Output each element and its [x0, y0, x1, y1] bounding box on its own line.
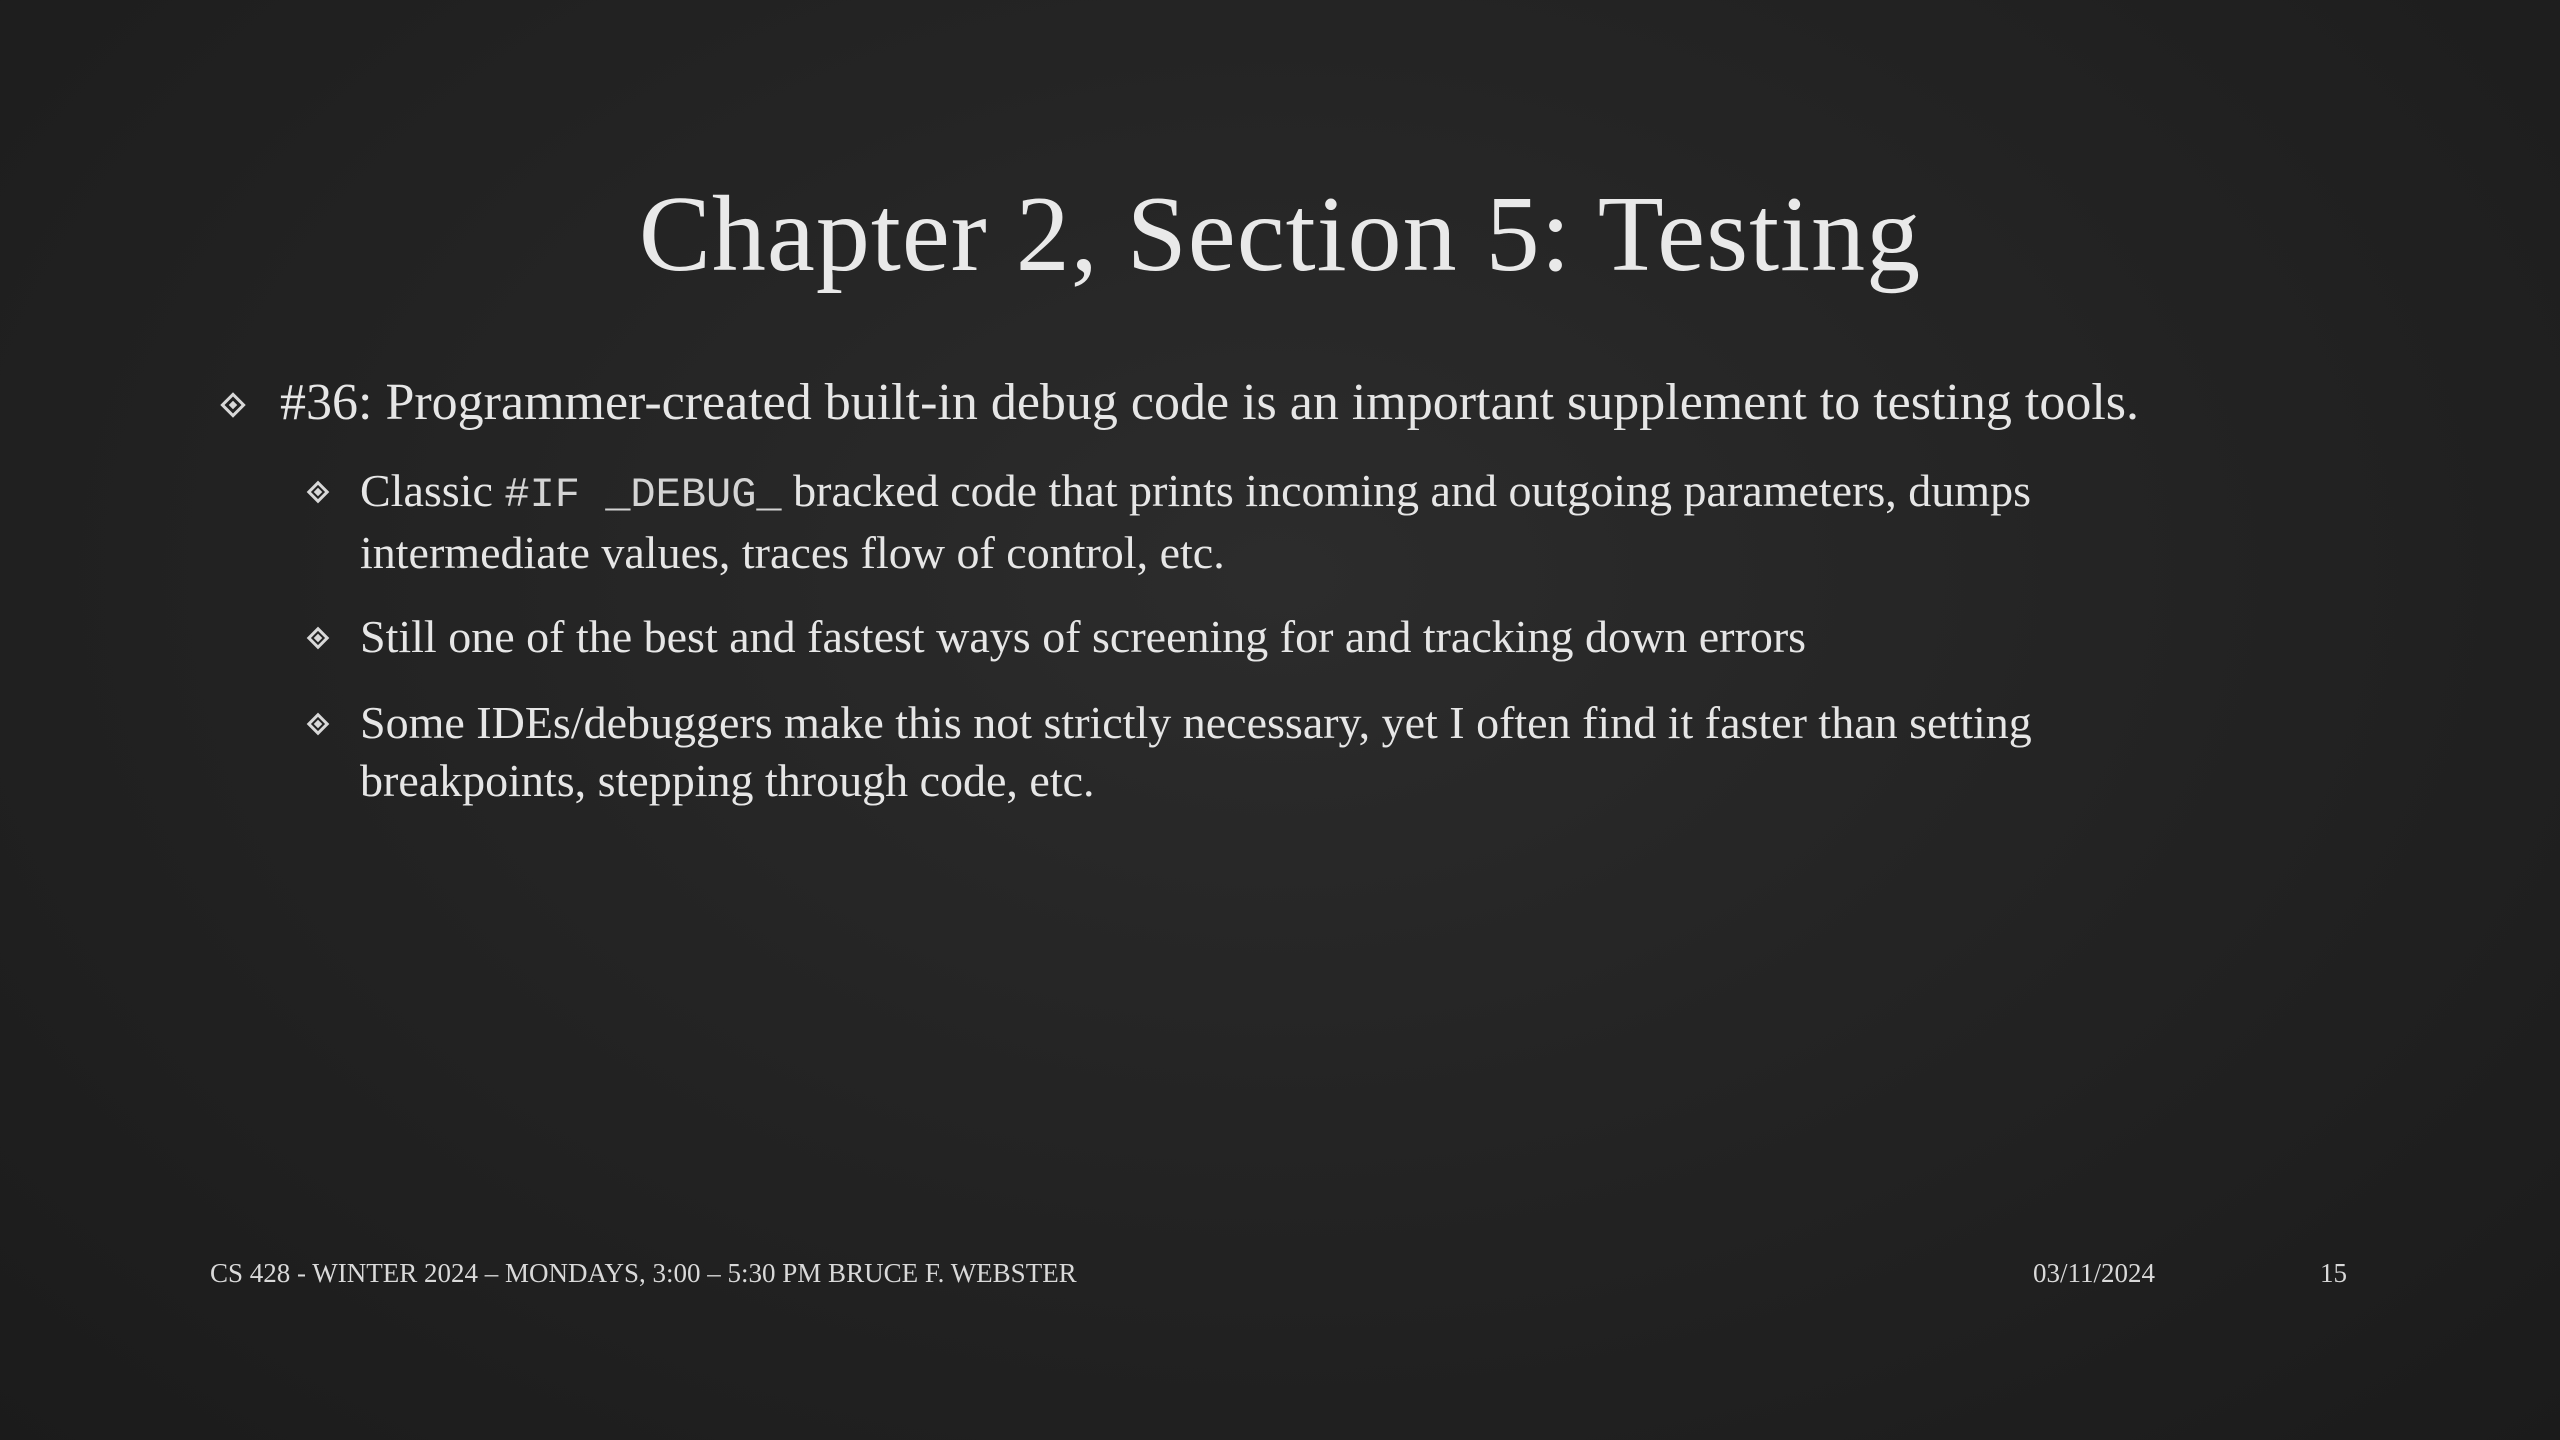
sub-bullet-text — [360, 462, 2250, 582]
footer-date: 03/11/2024 — [2033, 1258, 2156, 1288]
sub-bullet-item — [310, 462, 2250, 582]
sub-bullet-prefix: Classic — [360, 465, 505, 516]
slide-title: Chapter 2, Section 5: Testing — [638, 175, 1922, 294]
diamond-bullet-icon — [307, 713, 330, 736]
sub-bullet-text: Still one of the best and fastest ways of screening for and tracking down errors — [360, 611, 1807, 662]
footer-course-info: CS 428 - WINTER 2024 – MONDAYS, 3:00 – 5:30 PM BRUCE F. WEBSTER — [210, 1258, 1077, 1288]
diamond-bullet-icon — [220, 392, 245, 417]
sub-bullet-item — [310, 694, 2250, 810]
slide-number: 15 — [2320, 1258, 2347, 1288]
sub-bullet-text: Some IDEs/debuggers make this not strictly necessary, yet I often find it faster than setting breakpoints, stepping through code, etc. — [360, 697, 2032, 806]
sub-bullet-suffix: bracked code that prints incoming and outgoing parameters, dumps intermediate values, traces flow of control, etc. — [360, 465, 2031, 578]
code-snippet: #IF _DEBUG_ — [504, 471, 782, 519]
diamond-bullet-icon — [307, 627, 330, 650]
diamond-bullet-icon — [307, 481, 330, 504]
sub-bullet-item — [310, 608, 2250, 666]
bullet-text: #36: Programmer-created built-in debug code is an important supplement to testing tools. — [280, 374, 2139, 431]
bullet-item — [224, 372, 2364, 434]
